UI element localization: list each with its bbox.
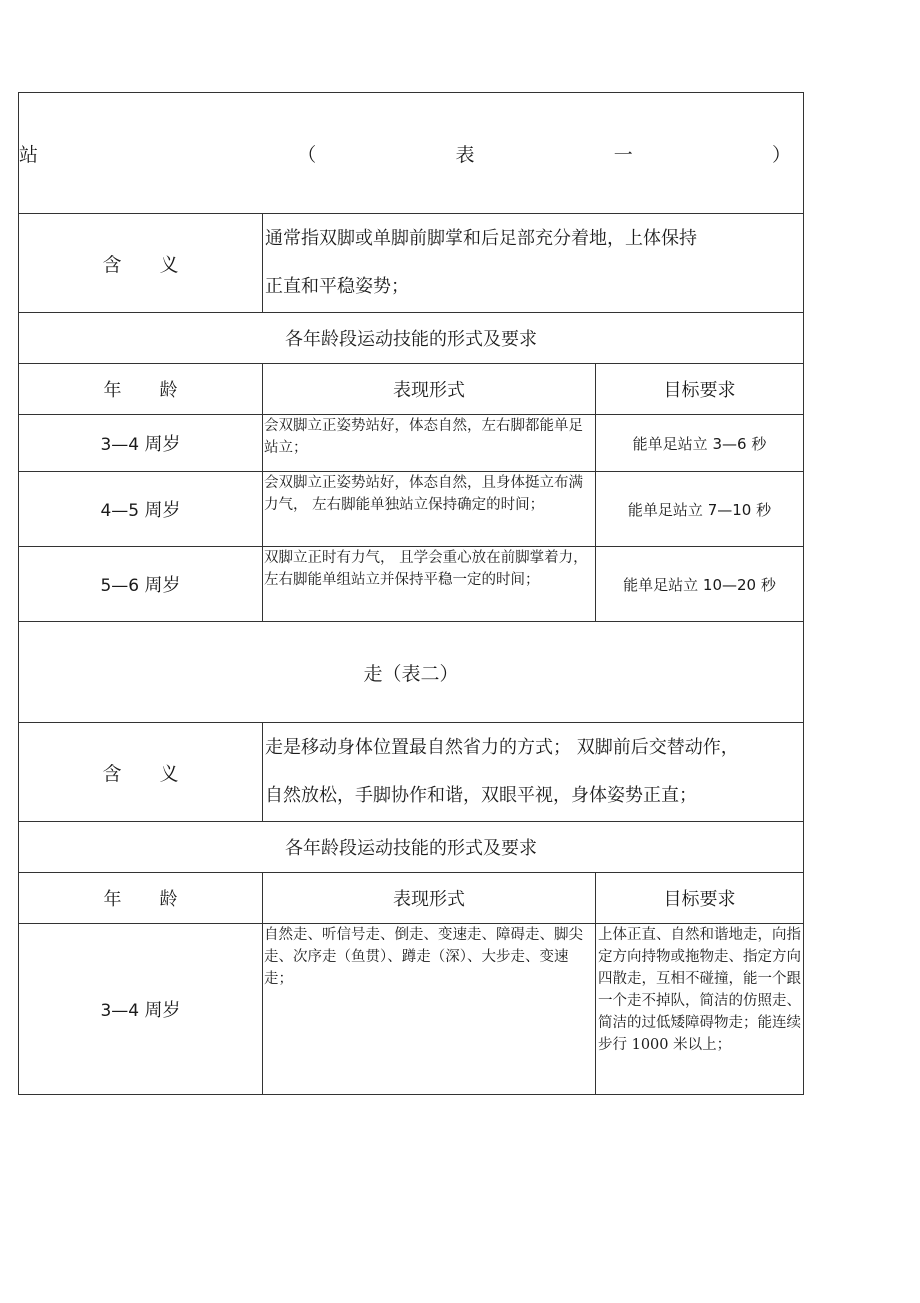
walk-title: 走（表二）	[19, 622, 804, 723]
stand-title-char: 表	[455, 143, 475, 166]
stand-header-row	[19, 364, 804, 415]
stand-section-heading: 各年龄段运动技能的形式及要求	[19, 313, 804, 364]
stand-definition-text: 通常指双脚或单脚前脚掌和后足部充分着地，上体保持 正直和平稳姿势；	[263, 214, 804, 313]
age-cell: 3—4 周岁	[19, 924, 263, 1095]
table-row	[19, 472, 804, 547]
goal-cell: 上体正直、自然和谐地走，向指定方向持物或拖物走、指定方向四散走，互相不碰撞，能一个跟一个走不掉队，简洁的仿照走、简洁的过低矮障碍物走；能连续步行 1000 米以上；	[596, 924, 804, 1095]
goal-cell: 能单足站立 3—6 秒	[596, 415, 804, 472]
goal-cell: 能单足站立 10—20 秒	[596, 547, 804, 622]
walk-header-row	[19, 873, 804, 924]
walk-definition-text: 走是移动身体位置最自然省力的方式； 双脚前后交替动作， 自然放松，手脚协作和谐，双眼平视，身体姿势正直；	[263, 723, 804, 822]
stand-definition-row	[19, 214, 804, 313]
table-row	[19, 924, 804, 1095]
stand-title-row	[19, 93, 804, 214]
walk-definition-row	[19, 723, 804, 822]
header-age: 年 龄	[19, 873, 263, 924]
table-row	[19, 415, 804, 472]
walk-definition-label: 含 义	[19, 723, 263, 822]
walk-title-row	[19, 622, 804, 723]
header-form: 表现形式	[263, 873, 596, 924]
stand-title-char: （	[297, 143, 317, 166]
form-cell: 会双脚立正姿势站好，体态自然，且身体挺立布满力气， 左右脚能单独站立保持确定的时间；	[263, 472, 596, 547]
form-cell: 双脚立正时有力气， 且学会重心放在前脚掌着力， 左右脚能单组站立并保持平稳一定的时间；	[263, 547, 596, 622]
stand-title-char: 一	[613, 143, 633, 166]
skills-table	[18, 92, 804, 1095]
header-goal: 目标要求	[596, 873, 804, 924]
walk-section-row	[19, 822, 804, 873]
stand-title-char: ）	[772, 143, 792, 166]
age-cell: 5—6 周岁	[19, 547, 263, 622]
age-cell: 4—5 周岁	[19, 472, 263, 547]
table-row	[19, 547, 804, 622]
form-cell: 会双脚立正姿势站好，体态自然，左右脚都能单足站立；	[263, 415, 596, 472]
stand-title	[19, 93, 804, 214]
form-cell: 自然走、听信号走、倒走、变速走、障碍走、脚尖走、次序走（鱼贯）、蹲走（深）、大步走、变速走；	[263, 924, 596, 1095]
header-age: 年 龄	[19, 364, 263, 415]
header-goal: 目标要求	[596, 364, 804, 415]
document-page	[18, 92, 803, 1095]
stand-section-row	[19, 313, 804, 364]
age-cell: 3—4 周岁	[19, 415, 263, 472]
stand-title-char: 站	[19, 143, 39, 166]
walk-section-heading: 各年龄段运动技能的形式及要求	[19, 822, 804, 873]
goal-cell: 能单足站立 7—10 秒	[596, 472, 804, 547]
header-form: 表现形式	[263, 364, 596, 415]
stand-definition-label: 含 义	[19, 214, 263, 313]
